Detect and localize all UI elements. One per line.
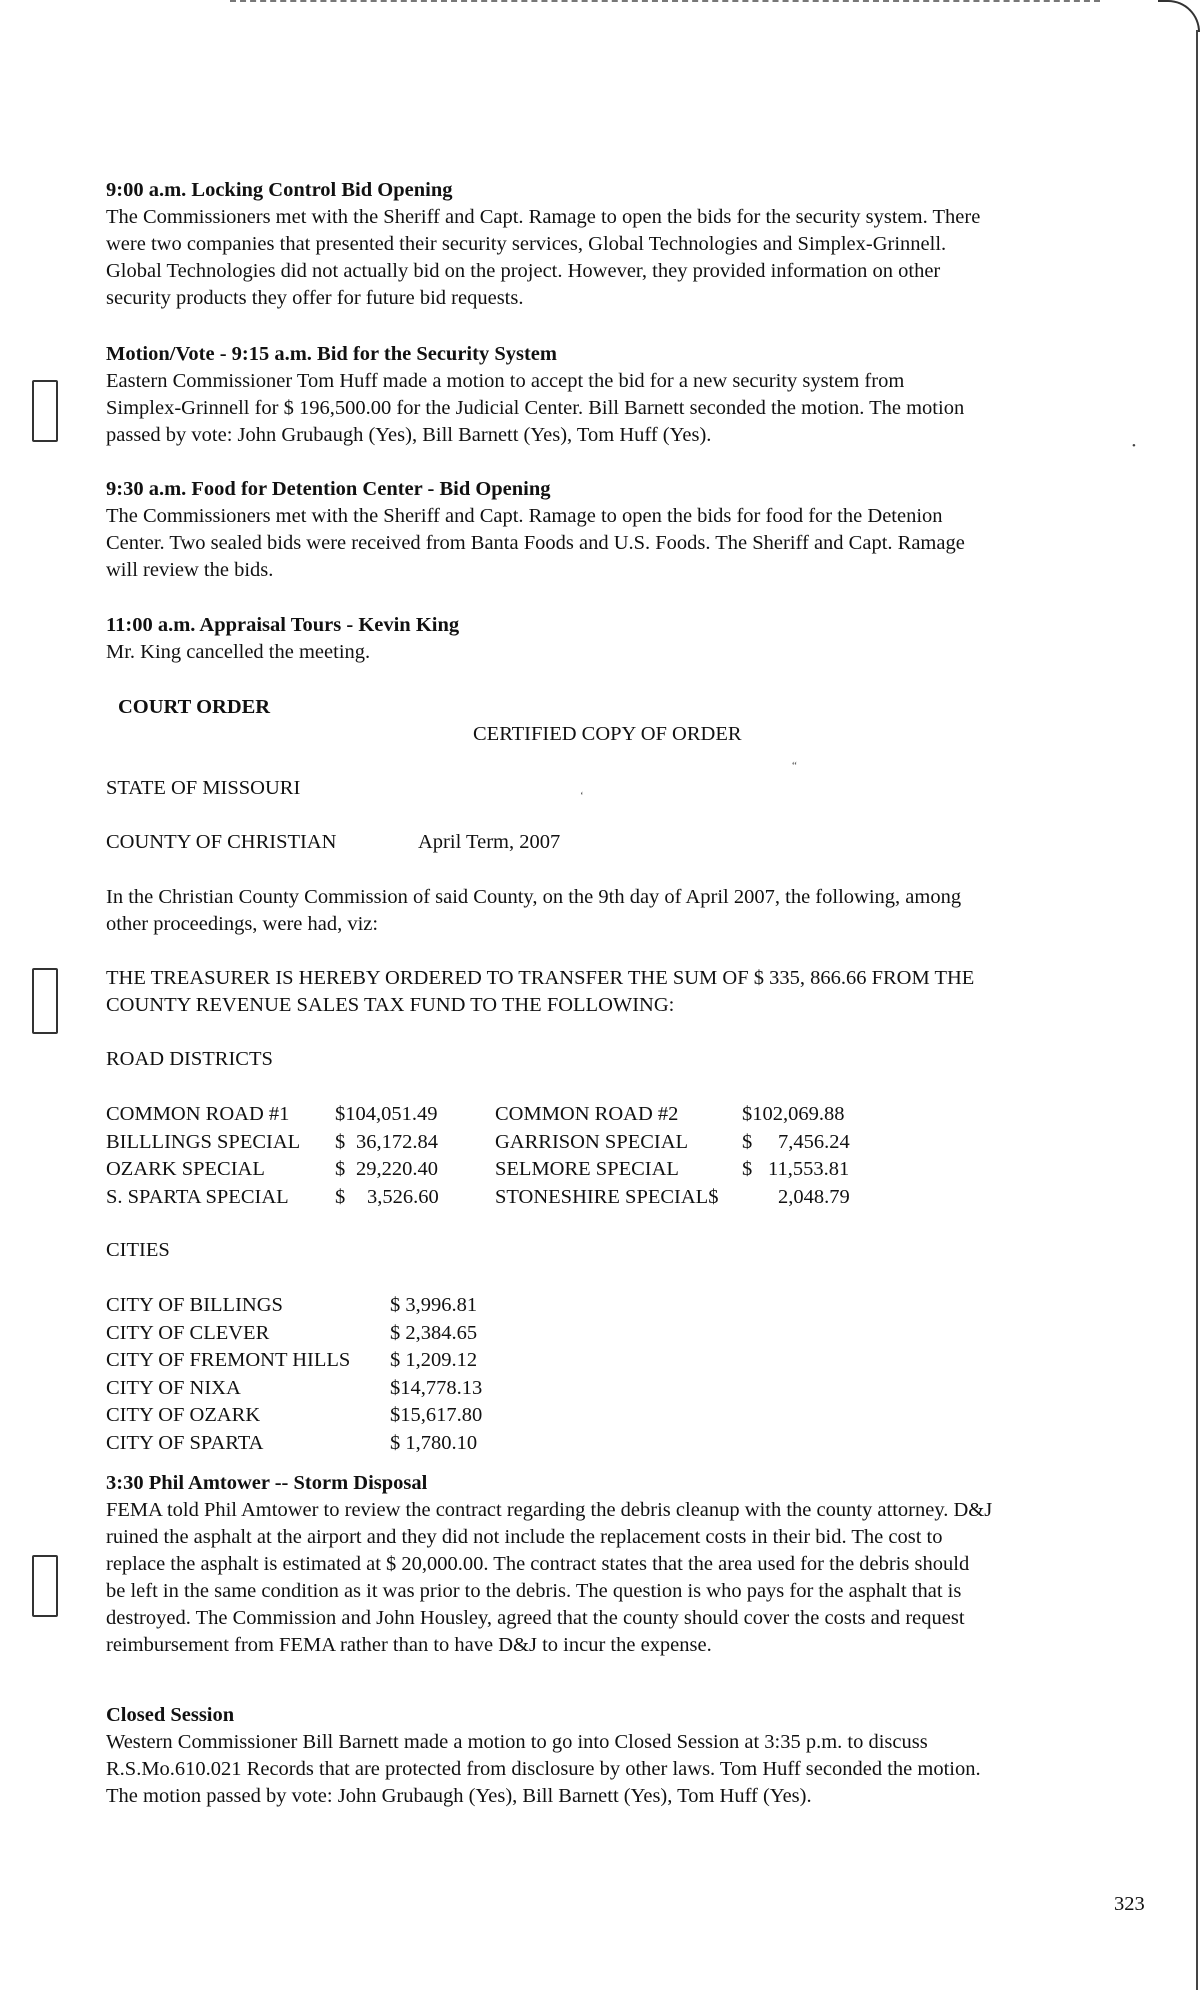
text-line: reimbursement from FEMA rather than to have D&J to incur the expense. [106, 1634, 712, 1656]
scan-speck: “ [792, 760, 797, 772]
district-currency: $ [742, 1130, 753, 1153]
state-line: STATE OF MISSOURI [106, 777, 301, 799]
road-districts-label: ROAD DISTRICTS [106, 1048, 273, 1070]
district-name: SELMORE SPECIAL [495, 1158, 679, 1180]
text-line: will review the bids. [106, 559, 274, 581]
district-currency: $ [335, 1130, 346, 1153]
scan-corner-curl [1158, 0, 1200, 32]
scan-speck: ‘ [580, 790, 584, 802]
section-locking-control-bid [106, 177, 1136, 312]
section-heading: 9:30 a.m. Food for Detention Center - Bid Opening [106, 478, 551, 500]
district-amount: 36,172.84 [356, 1130, 438, 1153]
district-amount: 7,456.24 [778, 1130, 850, 1153]
term-line: April Term, 2007 [418, 831, 561, 853]
district-name: S. SPARTA SPECIAL [106, 1185, 289, 1208]
binder-hole-bottom [32, 1555, 58, 1617]
city-amount: $ 3,996.81 [390, 1294, 478, 1316]
scan-top-edge [230, 0, 1100, 5]
text-line: The Commissioners met with the Sheriff and Capt. Ramage to open the bids for the security system. There [106, 206, 981, 228]
district-name: STONESHIRE SPECIAL$ [495, 1185, 719, 1208]
text-line: FEMA told Phil Amtower to review the contract regarding the debris cleanup with the county attorney. D&J [106, 1499, 993, 1521]
text-line: replace the asphalt is estimated at $ 20,000.00. The contract states that the area used for the debris should [106, 1553, 970, 1575]
district-currency: $104,051.49 [335, 1103, 438, 1125]
district-amount: 2,048.79 [778, 1185, 850, 1208]
text-line: ruined the asphalt at the airport and they did not include the replacement costs in their bid. The cost to [106, 1526, 943, 1548]
certified-copy-heading: CERTIFIED COPY OF ORDER [473, 723, 742, 745]
city-amount: $14,778.13 [390, 1376, 483, 1399]
city-name: CITY OF FREMONT HILLS [106, 1349, 351, 1371]
scan-right-edge [1196, 30, 1198, 1990]
section-body [106, 639, 1136, 666]
text-line: were two companies that presented their security services, Global Technologies and Simplex-Grinnell. [106, 233, 947, 255]
text-line: THE TREASURER IS HEREBY ORDERED TO TRANSFER THE SUM OF $ 335, 866.66 FROM THE [106, 967, 975, 989]
district-currency: $ [335, 1158, 346, 1180]
city-amount: $ 1,209.12 [390, 1349, 478, 1371]
city-name: CITY OF CLEVER [106, 1321, 270, 1344]
cities-label: CITIES [106, 1239, 170, 1261]
district-name: COMMON ROAD #1 [106, 1103, 290, 1125]
page-number: 323 [1114, 1893, 1145, 1915]
district-currency: $ [742, 1158, 753, 1180]
city-name: CITY OF SPARTA [106, 1431, 264, 1454]
section-body [106, 503, 1136, 584]
text-line: Global Technologies did not actually bid on the project. However, they provided information on other [106, 260, 941, 282]
city-name: CITY OF NIXA [106, 1376, 241, 1399]
section-closed-session [106, 1702, 1136, 1810]
section-body [106, 204, 1136, 312]
district-name: OZARK SPECIAL [106, 1158, 265, 1180]
district-currency: $102,069.88 [742, 1103, 845, 1125]
text-line: Eastern Commissioner Tom Huff made a motion to accept the bid for a new security system from [106, 370, 905, 392]
binder-hole-middle [32, 968, 58, 1034]
section-body [106, 1497, 1136, 1659]
district-amount: 3,526.60 [367, 1185, 439, 1208]
district-amount: 11,553.81 [768, 1158, 850, 1180]
text-line: The Commissioners met with the Sheriff and Capt. Ramage to open the bids for food for the Detenion [106, 505, 943, 527]
section-heading: 9:00 a.m. Locking Control Bid Opening [106, 179, 453, 201]
city-name: CITY OF OZARK [106, 1404, 261, 1426]
text-line: The motion passed by vote: John Grubaugh (Yes), Bill Barnett (Yes), Tom Huff (Yes). [106, 1785, 812, 1807]
section-food-detention-bid [106, 476, 1136, 584]
city-amount: $ 2,384.65 [390, 1321, 478, 1344]
district-name: COMMON ROAD #2 [495, 1103, 679, 1125]
district-currency: $ [335, 1185, 346, 1208]
text-line: passed by vote: John Grubaugh (Yes), Bill Barnett (Yes), Tom Huff (Yes). [106, 424, 712, 446]
treasurer-order [106, 965, 1136, 1019]
text-line: be left in the same condition as it was prior to the debris. The question is who pays for the asphalt that is [106, 1580, 962, 1602]
county-line: COUNTY OF CHRISTIAN [106, 831, 337, 853]
text-line: Mr. King cancelled the meeting. [106, 641, 371, 663]
text-line: other proceedings, were had, viz: [106, 913, 379, 935]
section-heading: Motion/Vote - 9:15 a.m. Bid for the Security System [106, 343, 557, 365]
section-appraisal-tours [106, 612, 1136, 666]
district-name: GARRISON SPECIAL [495, 1130, 689, 1153]
text-line: R.S.Mo.610.021 Records that are protected from disclosure by other laws. Tom Huff seconded the motion. [106, 1758, 981, 1780]
text-line: Western Commissioner Bill Barnett made a motion to go into Closed Session at 3:35 p.m. to discuss [106, 1731, 928, 1753]
text-line: In the Christian County Commission of said County, on the 9th day of April 2007, the following, among [106, 886, 962, 908]
binder-hole-top [32, 380, 58, 442]
city-amount: $15,617.80 [390, 1404, 483, 1426]
text-line: destroyed. The Commission and John Housley, agreed that the county should cover the costs and request [106, 1607, 965, 1629]
section-heading: 3:30 Phil Amtower -- Storm Disposal [106, 1472, 428, 1494]
section-heading: 11:00 a.m. Appraisal Tours - Kevin King [106, 614, 460, 636]
scan-speck: • [1132, 440, 1136, 452]
section-body [106, 1729, 1136, 1810]
section-security-system-vote [106, 341, 1136, 449]
district-name: BILLLINGS SPECIAL [106, 1130, 301, 1153]
section-heading: Closed Session [106, 1704, 235, 1726]
city-amount: $ 1,780.10 [390, 1431, 478, 1454]
court-order-intro [106, 884, 1136, 938]
text-line: security products they offer for future bid requests. [106, 287, 524, 309]
district-amount: 29,220.40 [356, 1158, 438, 1180]
section-storm-disposal [106, 1470, 1136, 1659]
court-order-title: COURT ORDER [118, 696, 271, 718]
text-line: Simplex-Grinnell for $ 196,500.00 for the Judicial Center. Bill Barnett seconded the motion. The motion [106, 397, 965, 419]
text-line: COUNTY REVENUE SALES TAX FUND TO THE FOLLOWING: [106, 994, 675, 1016]
section-body [106, 368, 1136, 449]
text-line: Center. Two sealed bids were received from Banta Foods and U.S. Foods. The Sheriff and Capt. Ramage [106, 532, 965, 554]
city-name: CITY OF BILLINGS [106, 1294, 283, 1316]
